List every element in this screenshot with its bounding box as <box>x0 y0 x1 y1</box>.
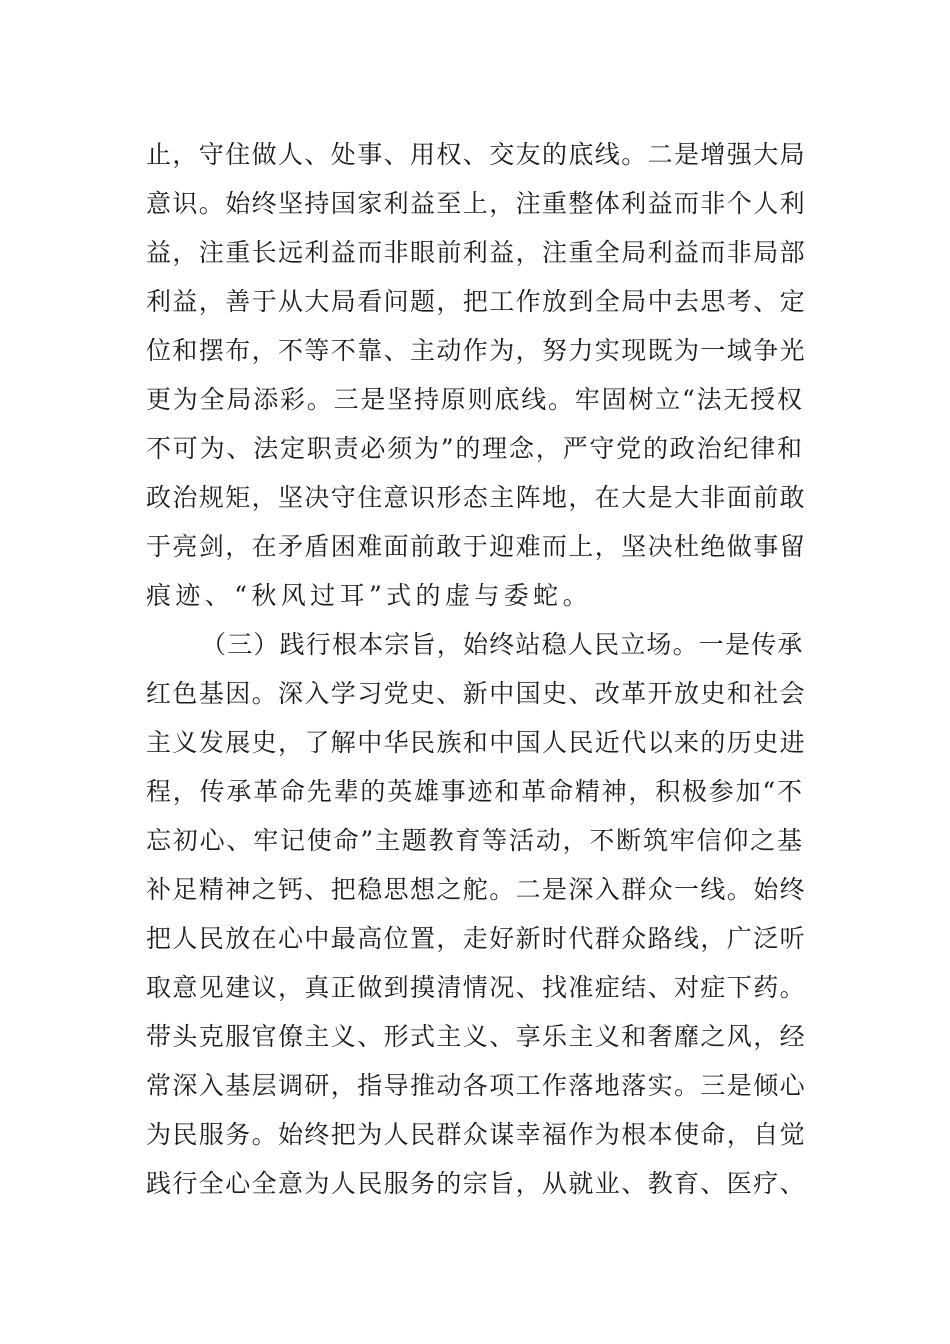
section-heading-line: （三）践行根本宗旨，始终站稳人民立场。一是传承 <box>201 630 804 659</box>
text-line-5: 位和摆布，不等不靠、主动作为，努力实现既为一域争光 <box>146 336 807 365</box>
text-line-17: 把人民放在心中最高位置，走好新时代群众路线，广泛听 <box>146 924 807 953</box>
text-line-9: 于亮剑，在矛盾困难面前敢于迎难而上，坚决杜绝做事留 <box>146 532 807 561</box>
text-line-7: 不可为、法定职责必须为”的理念，严守党的政治纪律和 <box>146 434 804 463</box>
text-line-8: 政治规矩，坚决守住意识形态主阵地，在大是大非面前敢 <box>146 483 807 512</box>
text-line-13: 主义发展史，了解中华民族和中国人民近代以来的历史进 <box>146 728 807 757</box>
text-line-3: 益，注重长远利益而非眼前利益，注重全局利益而非局部 <box>146 238 807 267</box>
text-line-16: 补足精神之钙、把稳思想之舵。二是深入群众一线。始终 <box>146 875 807 904</box>
text-line-10: 痕迹、“秋风过耳”式的虚与委蛇。 <box>146 581 592 610</box>
text-line-15: 忘初心、牢记使命”主题教育等活动，不断筑牢信仰之基 <box>146 826 804 855</box>
text-line-21: 为民服务。始终把为人民群众谋幸福作为根本使命，自觉 <box>146 1120 807 1149</box>
text-line-1: 止，守住做人、处事、用权、交友的底线。二是增强大局 <box>146 140 807 169</box>
text-line-14: 程，传承革命先辈的英雄事迹和革命精神，积极参加“不 <box>146 777 804 806</box>
text-line-4: 利益，善于从大局看问题，把工作放到全局中去思考、定 <box>146 287 807 316</box>
text-line-20: 常深入基层调研，指导推动各项工作落地落实。三是倾心 <box>146 1071 807 1100</box>
body-text <box>146 130 806 1208</box>
text-line-2: 意识。始终坚持国家利益至上，注重整体利益而非个人利 <box>146 189 807 218</box>
text-line-22: 践行全心全意为人民服务的宗旨，从就业、教育、医疗、 <box>146 1169 807 1198</box>
text-line-12: 红色基因。深入学习党史、新中国史、改革开放史和社会 <box>146 679 807 708</box>
text-line-19: 带头克服官僚主义、形式主义、享乐主义和奢靡之风，经 <box>146 1022 807 1051</box>
text-line-6: 更为全局添彩。三是坚持原则底线。牢固树立“法无授权 <box>146 385 804 414</box>
text-line-18: 取意见建议，真正做到摸清情况、找准症结、对症下药。 <box>146 973 807 1002</box>
